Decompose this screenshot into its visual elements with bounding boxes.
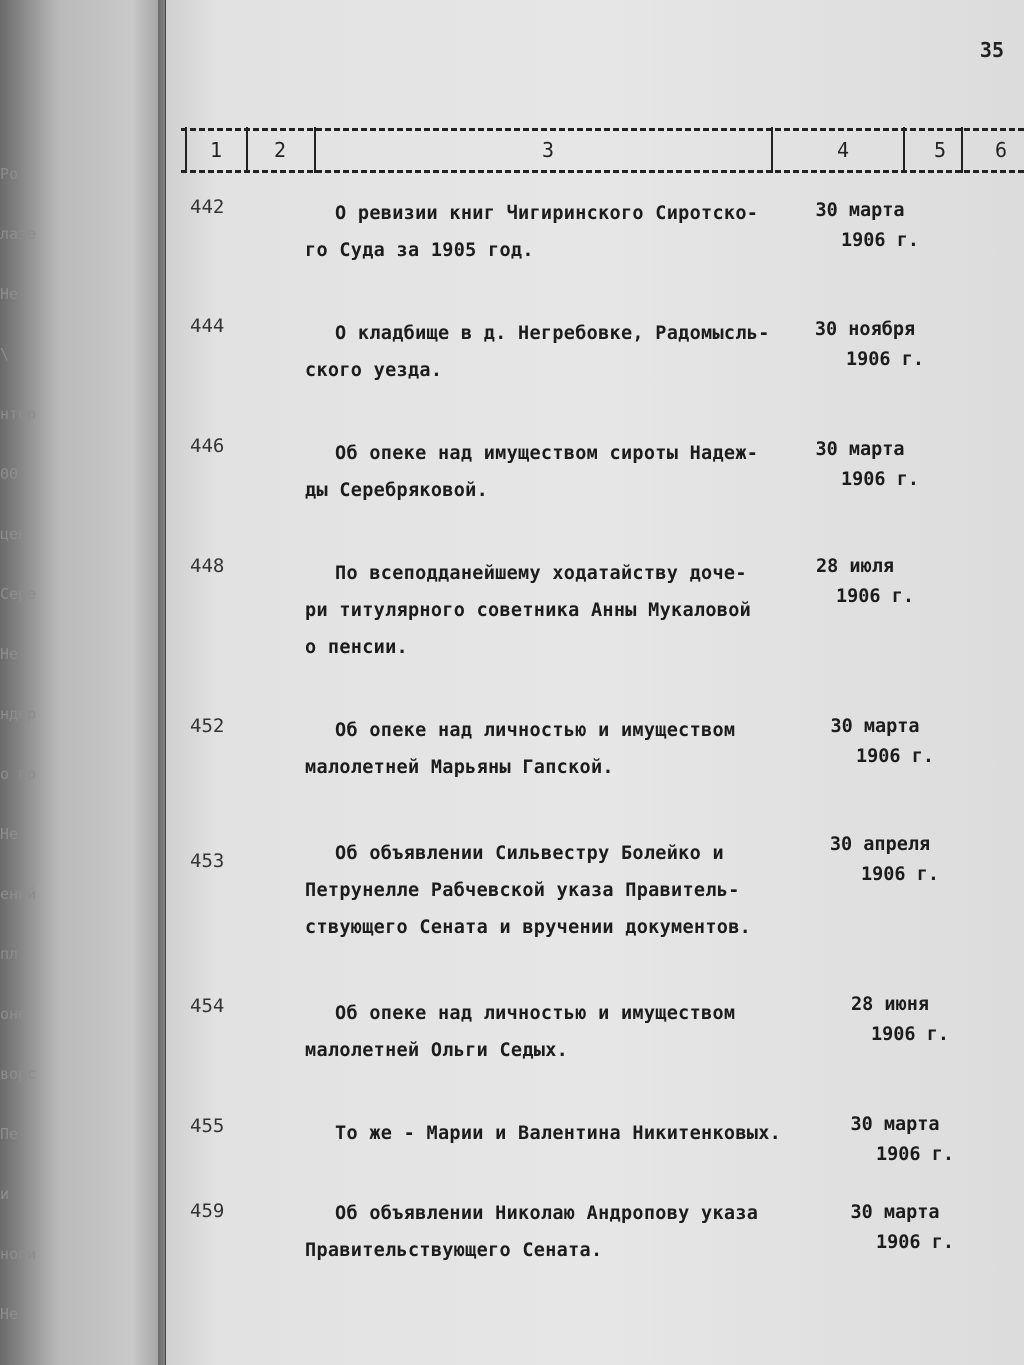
entry-date-year: 1906 г. bbox=[861, 864, 939, 885]
entry-title-line: О кладбище в д. Негребовке, Радомысль- bbox=[335, 323, 770, 344]
entry-title-line: ды Серебряковой. bbox=[305, 480, 489, 501]
header-bottom-rule bbox=[181, 170, 1024, 173]
column-header-3: 3 bbox=[541, 138, 555, 162]
entry-title-line: Петрунелле Рабчевской указа Правитель- bbox=[305, 880, 740, 901]
bleed-through-text: Пе bbox=[0, 1125, 19, 1143]
entry-date-day-month: 30 марта bbox=[815, 439, 905, 460]
entry-date-day-month: 30 марта bbox=[830, 716, 920, 737]
column-divider bbox=[185, 127, 187, 173]
entry-date-year: 1906 г. bbox=[856, 746, 934, 767]
entry-number: 442 bbox=[190, 196, 225, 218]
bleed-through-text: Не bbox=[0, 825, 19, 843]
column-header-5: 5 bbox=[933, 138, 947, 162]
bleed-through-text: Не bbox=[0, 1305, 19, 1323]
entry-title-line: Об опеке над личностью и имуществом bbox=[335, 720, 736, 741]
entry-title-line: ствующего Сената и вручении документов. bbox=[305, 917, 752, 938]
page-number: 35 bbox=[979, 38, 1004, 62]
entry-title bbox=[305, 315, 805, 389]
entry-title bbox=[305, 555, 805, 666]
entry-number: 459 bbox=[190, 1200, 225, 1222]
entry-number: 454 bbox=[190, 995, 225, 1017]
entry-title-line: ри титулярного советника Анны Мукаловой bbox=[305, 600, 752, 621]
bleed-through-text: Сере bbox=[0, 585, 37, 603]
entry-date bbox=[800, 830, 960, 890]
entry-title bbox=[305, 435, 805, 509]
table-header bbox=[181, 125, 1024, 177]
entry-number: 448 bbox=[190, 555, 225, 577]
entry-title-line: Об опеке над личностью и имуществом bbox=[335, 1003, 736, 1024]
column-divider bbox=[961, 127, 963, 173]
bleed-through-text: ноги bbox=[0, 1245, 37, 1263]
column-divider bbox=[246, 127, 248, 173]
entry-date bbox=[810, 990, 970, 1050]
bleed-through-text: ворс bbox=[0, 1065, 37, 1083]
entry-title bbox=[305, 995, 805, 1069]
column-divider bbox=[903, 127, 905, 173]
entry-number: 444 bbox=[190, 315, 225, 337]
entry-title-line: По всеподданейшему ходатайству доче- bbox=[335, 563, 747, 584]
entry-date-day-month: 28 июля bbox=[816, 556, 894, 577]
entry-date bbox=[780, 196, 940, 256]
column-divider bbox=[771, 127, 773, 173]
bleed-through-text: о по bbox=[0, 765, 37, 783]
entry-title-line: Об объявлении Николаю Андропову указа bbox=[335, 1203, 759, 1224]
entry-date-year: 1906 г. bbox=[841, 469, 919, 490]
entry-title bbox=[305, 835, 805, 946]
entry-title bbox=[305, 195, 805, 269]
bleed-through-text: нтор bbox=[0, 405, 37, 423]
entry-date-day-month: 30 марта bbox=[815, 200, 905, 221]
header-top-rule bbox=[181, 128, 1024, 131]
entry-date-year: 1906 г. bbox=[841, 230, 919, 251]
entry-date-day-month: 30 марта bbox=[850, 1202, 940, 1223]
entry-date bbox=[785, 315, 945, 375]
bleed-through-text: 00 bbox=[0, 465, 19, 483]
entry-date bbox=[815, 1110, 975, 1170]
entry-date-year: 1906 г. bbox=[836, 586, 914, 607]
bleed-through-text: Не bbox=[0, 645, 19, 663]
entry-date bbox=[775, 552, 935, 612]
column-header-1: 1 bbox=[209, 138, 223, 162]
column-header-2: 2 bbox=[273, 138, 287, 162]
entry-title-line: Об объявлении Сильвестру Болейко и bbox=[335, 843, 724, 864]
bleed-through-text: цен bbox=[0, 525, 28, 543]
entry-number: 455 bbox=[190, 1115, 225, 1137]
column-divider bbox=[314, 127, 316, 173]
entry-date bbox=[780, 435, 940, 495]
entry-number: 453 bbox=[190, 850, 225, 872]
previous-page-strip bbox=[0, 0, 165, 1365]
entry-title bbox=[305, 1195, 805, 1269]
entry-title-line: Об опеке над имуществом сироты Надеж- bbox=[335, 443, 759, 464]
bleed-through-text: ндер bbox=[0, 705, 37, 723]
entry-title-line: го Суда за 1905 год. bbox=[305, 240, 534, 261]
entry-number: 446 bbox=[190, 435, 225, 457]
entry-title-line: малолетней Марьяны Гапской. bbox=[305, 757, 614, 778]
entry-date-day-month: 30 апреля bbox=[829, 834, 931, 855]
entry-title bbox=[305, 712, 805, 786]
entry-title-line: О ревизии книг Чигиринского Сиротско- bbox=[335, 203, 759, 224]
bleed-through-text: лазе bbox=[0, 225, 37, 243]
column-header-6: 6 bbox=[994, 138, 1008, 162]
bleed-through-text: и bbox=[0, 1185, 10, 1203]
entry-date-year: 1906 г. bbox=[846, 349, 924, 370]
entry-date bbox=[795, 712, 955, 772]
entry-title-line: малолетней Ольги Седых. bbox=[305, 1040, 569, 1061]
entry-date-day-month: 30 ноября bbox=[814, 319, 916, 340]
bleed-through-text: \ bbox=[0, 345, 10, 363]
entry-title-line: ского уезда. bbox=[305, 360, 443, 381]
entry-date-year: 1906 г. bbox=[871, 1024, 949, 1045]
bleed-through-text: Не bbox=[0, 285, 19, 303]
bleed-through-text: ений bbox=[0, 885, 37, 903]
entry-title-line: о пенсии. bbox=[305, 637, 408, 658]
entry-title-line: То же - Марии и Валентина Никитенковых. bbox=[335, 1123, 782, 1144]
bleed-through-text: Ро bbox=[0, 165, 19, 183]
bleed-through-text: оне bbox=[0, 1005, 28, 1023]
entry-date bbox=[815, 1198, 975, 1258]
entry-date-year: 1906 г. bbox=[876, 1232, 954, 1253]
entry-title-line: Правительствующего Сената. bbox=[305, 1240, 603, 1261]
entry-title bbox=[305, 1115, 805, 1152]
bleed-through-text: пл bbox=[0, 945, 19, 963]
entry-date-day-month: 30 марта bbox=[850, 1114, 940, 1135]
column-header-4: 4 bbox=[836, 138, 850, 162]
entry-number: 452 bbox=[190, 715, 225, 737]
entry-date-year: 1906 г. bbox=[876, 1144, 954, 1165]
entry-date-day-month: 28 июня bbox=[851, 994, 929, 1015]
